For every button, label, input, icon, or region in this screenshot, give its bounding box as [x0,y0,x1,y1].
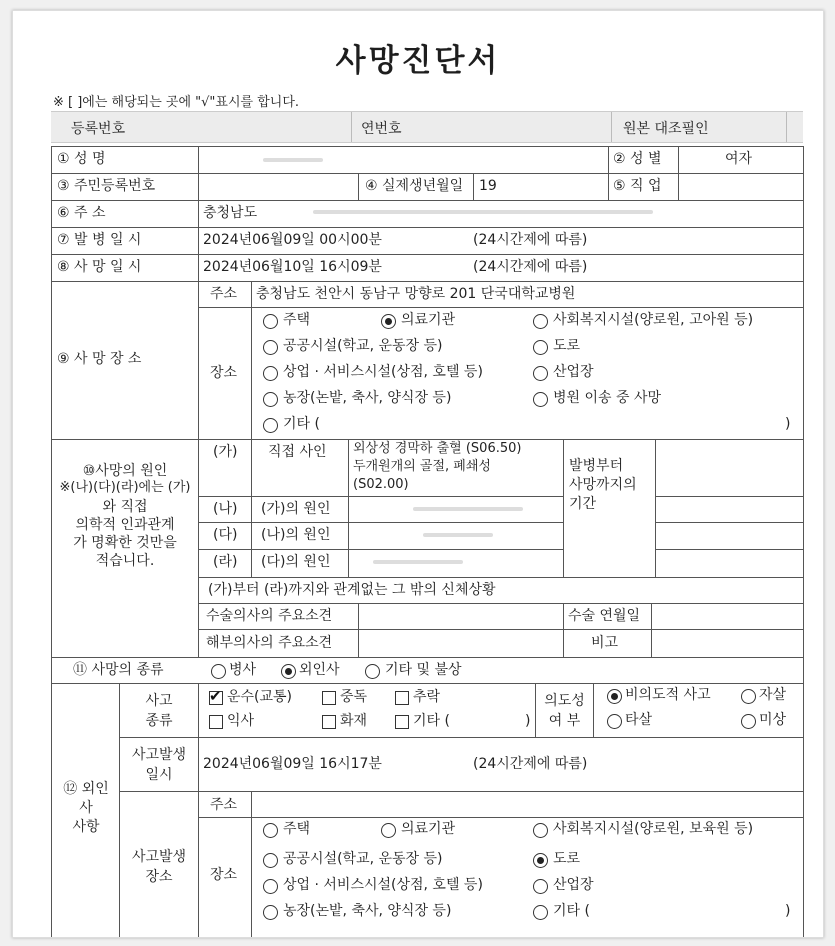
cause-section-note: 가 명확한 것만을 [73,535,177,551]
accident-place-option: 농장(논밭, 축사, 양식장 등) [283,903,452,919]
cause-ga-desc: 직접 사인 [268,444,327,460]
accident-type-checkbox[interactable] [209,715,223,729]
accident-place-radio[interactable] [533,879,548,894]
address-label: ⑥ 주 소 [57,205,106,221]
cause-section-note: ※(나)(다)(라)에는 (가) [59,480,191,495]
sex-value: 여자 [725,151,753,167]
accident-place-radio[interactable] [533,823,548,838]
death-value: 2024년06월10일 16시09분 [203,259,382,275]
birth-value: 19 [479,178,497,194]
accident-place-option: 주택 [283,821,311,837]
accident-place-radio[interactable] [263,905,278,920]
cause-ga-value: (S02.00) [353,477,409,492]
accident-time-value: 2024년06월09일 16시17분 [203,756,382,772]
accident-type-checkbox[interactable] [322,715,336,729]
accident-place-option: 도로 [553,851,581,867]
death-label: ⑧ 사 망 일 시 [57,259,142,275]
accident-type-option: 중독 [340,689,368,705]
onset-note: (24시간제에 따름) [473,232,588,248]
cause-da-label: (다) [213,527,238,543]
accident-type-option: 기타 ( [413,713,450,729]
place-option-label: 사회복지시설(양로원, 고아원 등) [553,312,754,328]
cause-section-note: 와 직접 [102,499,148,515]
cause-na-desc: (가)의 원인 [261,501,331,517]
death-type-radio[interactable] [211,664,226,679]
accident-place-radio[interactable] [263,879,278,894]
external-section-label: 사항 [72,819,100,835]
place-option-label: 상업 · 서비스시설(상점, 호텔 등) [283,364,483,380]
accident-place-option: 의료기관 [401,821,456,837]
place-option-radio[interactable] [533,340,548,355]
place-section-label: ⑨ 사 망 장 소 [57,351,142,367]
accident-time-label: 일시 [145,767,173,783]
place-option-label: 병원 이송 중 사망 [553,390,662,406]
place-option-label: 공공시설(학교, 운동장 등) [283,338,443,354]
intent-radio[interactable] [607,714,622,729]
birth-label: ④ 실제생년월일 [365,178,464,194]
redacted-cause [373,560,463,564]
place-option-radio[interactable] [263,340,278,355]
place-option-radio[interactable] [533,366,548,381]
accident-type-option: 추락 [413,689,441,705]
intent-option: 미상 [759,712,787,728]
redacted-address [313,210,653,214]
divider [611,112,612,142]
accident-type-checkbox-checked[interactable] [209,691,223,705]
cause-na-label: (나) [213,501,238,517]
period-label: 발병부터 [569,458,624,474]
place-option-label: 산업장 [553,364,594,380]
cause-section-note: 적습니다. [95,553,155,569]
accident-place-radio[interactable] [263,853,278,868]
place-option-label: 도로 [553,338,581,354]
external-section-label: 사 [79,800,93,816]
onset-label: ⑦ 발 병 일 시 [57,232,142,248]
accident-place-option: 사회복지시설(양로원, 보육원 등) [553,821,754,837]
accident-other-close: ) [525,713,531,729]
cause-ga-label: (가) [213,444,238,460]
place-address-value: 충청남도 천안시 동남구 망향로 201 단국대학교병원 [256,286,576,302]
accident-type-label: 종류 [145,713,173,729]
accident-place-label: 장소 [145,869,173,885]
document-title: 사망진단서 [335,43,501,79]
remarks-label: 비고 [591,635,619,651]
cause-section-note: 의학적 인과관계 [75,517,175,533]
place-option-label: 주택 [283,312,311,328]
cause-ra-label: (라) [213,554,238,570]
place-option-radio-selected[interactable] [381,314,396,329]
place-option-radio[interactable] [263,314,278,329]
intent-radio[interactable] [741,689,756,704]
redacted-cause [423,533,493,537]
autopsy-label: 해부의사의 주요소견 [206,635,333,651]
accident-type-checkbox[interactable] [395,715,409,729]
place-option-radio[interactable] [533,392,548,407]
place-address-label: 주소 [210,286,238,302]
cause-ga-value: 외상성 경막하 출혈 (S06.50) [353,441,522,456]
place-option-radio[interactable] [263,418,278,433]
intent-label: 여 부 [548,713,581,729]
period-label: 사망까지의 [569,477,637,493]
cause-section-label: ⑩사망의 원인 [82,463,168,479]
accident-place-label: 사고발생 [131,849,187,865]
accident-place-other-close: ) [785,903,791,919]
place-option-label: 의료기관 [401,312,456,328]
intent-option: 비의도적 사고 [625,687,711,703]
place-option-radio[interactable] [533,314,548,329]
death-note: (24시간제에 따름) [473,259,588,275]
accident-place-option: 산업장 [553,877,594,893]
accident-place-radio[interactable] [381,823,396,838]
accident-place-radio-selected[interactable] [533,853,548,868]
place-option-label: 기타 ( [283,416,320,432]
intent-radio-selected[interactable] [607,689,622,704]
death-type-option: 외인사 [299,662,340,678]
address-value: 충청남도 [203,205,258,221]
surgery-date-label: 수술 연월일 [568,608,641,624]
death-type-option: 병사 [229,662,257,678]
place-other-close: ) [785,416,791,432]
other-condition-label: (가)부터 (라)까지와 관계없는 그 밖의 신체상황 [208,582,496,598]
job-label: ⑤ 직 업 [613,178,662,194]
accident-type-option: 운수(교통) [227,689,293,705]
accident-type-label: 사고 [145,693,173,709]
onset-value: 2024년06월09일 00시00분 [203,232,382,248]
registration-bar [51,111,803,143]
accident-place-sublabel: 장소 [210,867,238,883]
cause-ga-value: 두개원개의 골절, 폐쇄성 [353,459,491,474]
intent-radio[interactable] [741,714,756,729]
external-section-label: ⑫ 외인 [63,781,109,797]
instruction-note: ※ [ ]에는 해당되는 곳에 "√"표시를 합니다. [53,95,300,110]
intent-option: 자살 [759,687,787,703]
sex-label: ② 성 별 [613,151,662,167]
accident-place-option: 공공시설(학교, 운동장 등) [283,851,443,867]
divider [786,112,787,142]
surgery-label: 수술의사의 주요소견 [206,608,333,624]
death-type-option: 기타 및 불상 [385,662,462,678]
period-label: 기간 [569,496,597,512]
redacted-cause [413,507,523,511]
place-option-radio[interactable] [263,392,278,407]
accident-type-checkbox[interactable] [395,691,409,705]
divider [351,112,352,142]
original-label: 원본 대조필인 [623,121,709,137]
name-label: ① 성 명 [57,151,106,167]
place-option-label: 농장(논밭, 축사, 양식장 등) [283,390,452,406]
cause-ra-desc: (다)의 원인 [261,554,331,570]
accident-place-option: 상업 · 서비스시설(상점, 호텔 등) [283,877,483,893]
accident-type-option: 화재 [340,713,368,729]
reg-no-label: 등록번호 [71,121,126,137]
death-type-radio-selected[interactable] [281,664,296,679]
place-label: 장소 [210,365,238,381]
accident-place-option: 기타 ( [553,903,590,919]
intent-option: 타살 [625,712,653,728]
accident-address-label: 주소 [210,797,238,813]
accident-time-label: 사고발생 [131,747,187,763]
accident-place-radio[interactable] [263,823,278,838]
accident-type-checkbox[interactable] [322,691,336,705]
serial-label: 연번호 [361,121,402,137]
death-type-label: ⑪ 사망의 종류 [73,662,164,678]
place-option-radio[interactable] [263,366,278,381]
rrn-label: ③ 주민등록번호 [57,178,156,194]
redacted-name [263,158,323,162]
cause-da-desc: (나)의 원인 [261,527,331,543]
death-certificate [12,10,824,938]
accident-place-radio[interactable] [533,905,548,920]
intent-label: 의도성 [544,693,585,709]
accident-type-option: 익사 [227,713,255,729]
death-type-radio[interactable] [365,664,380,679]
accident-time-note: (24시간제에 따름) [473,756,588,772]
